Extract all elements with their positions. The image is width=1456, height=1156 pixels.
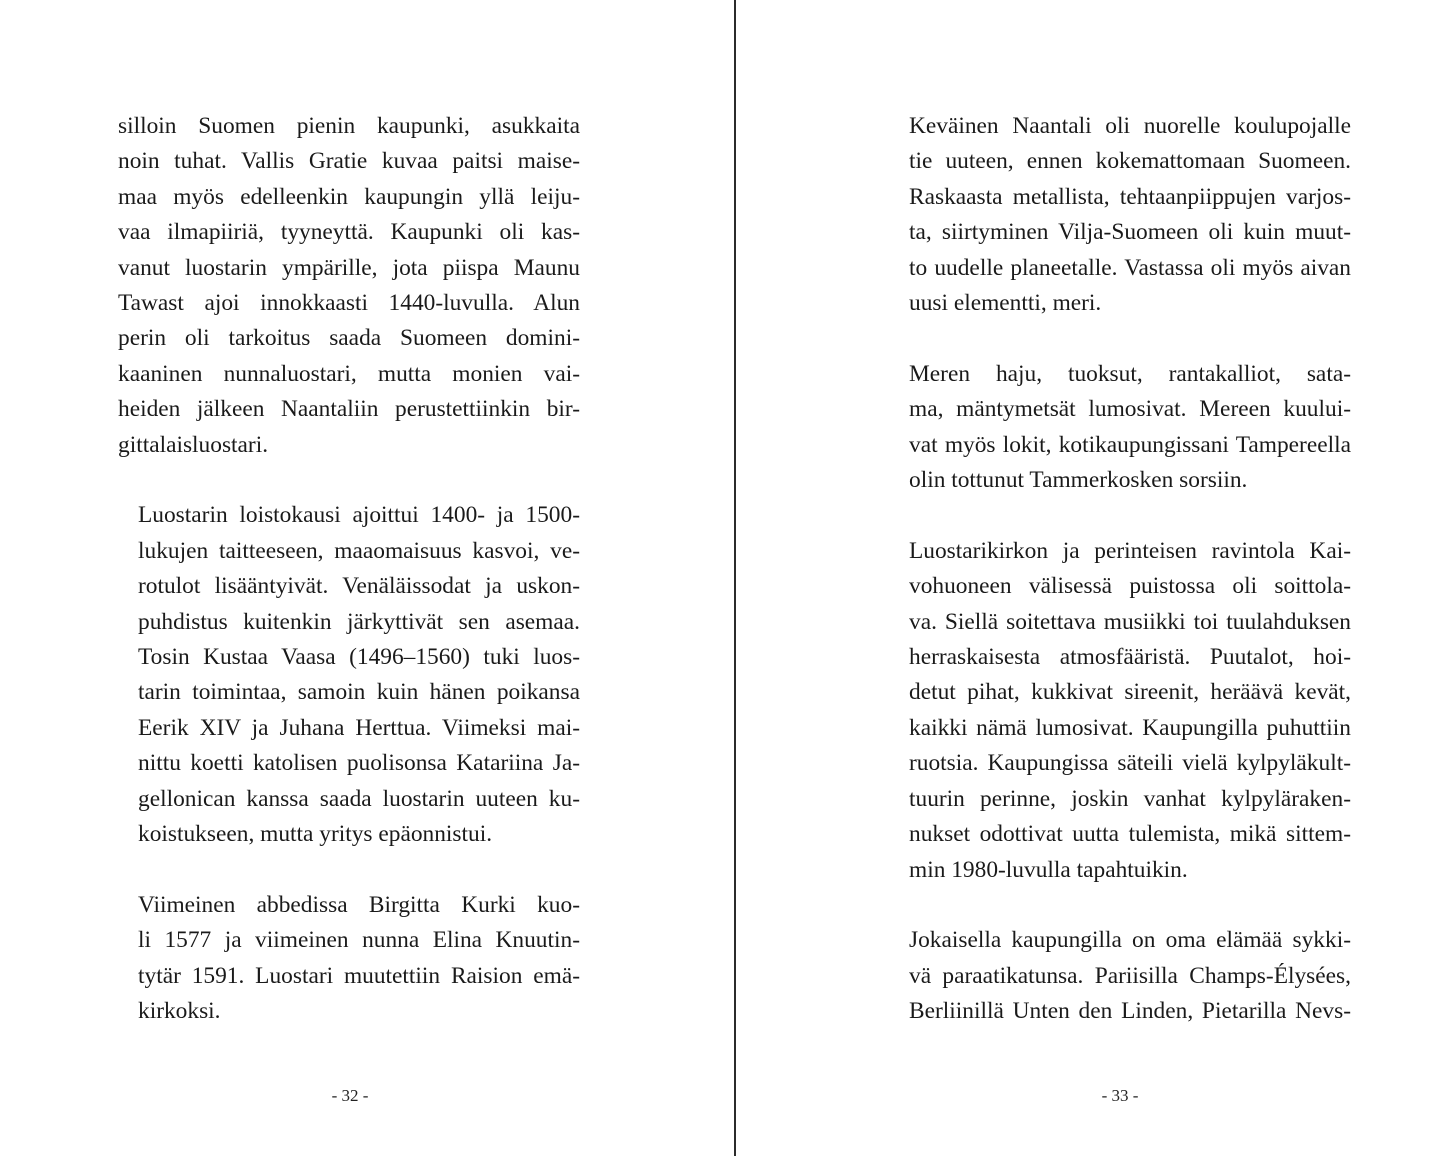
- text-line: Luostarin loistokausi ajoittui 1400- ja 1500-: [138, 502, 580, 529]
- page-number: - 33 -: [1101, 1086, 1139, 1105]
- text-line: Luostarikirkon ja perinteisen ravintola Kai-: [909, 537, 1351, 564]
- paragraph: [889, 109, 1351, 321]
- text-line: maa myös edelleenkin kaupungin yllä leiju-: [118, 183, 580, 210]
- text-line: tuurin perinne, joskin vanhat kylpyläraken-: [909, 785, 1351, 812]
- text-line: nittu koetti katolisen puolisonsa Katariina Ja-: [138, 750, 580, 777]
- text-line: ma, mäntymetsät lumosivat. Mereen kuului-: [909, 396, 1351, 423]
- text-line: Meren haju, tuoksut, rantakalliot, sata-: [909, 360, 1351, 387]
- page-divider: [734, 0, 736, 1156]
- paragraph: [889, 534, 1351, 888]
- text-line: herraskaisesta atmosfääristä. Puutalot, hoi-: [909, 644, 1351, 671]
- paragraph: [118, 109, 580, 463]
- text-line: vanut luostarin ympärille, jota piispa Maunu: [118, 254, 580, 281]
- text-line: lukujen taitteeseen, maaomaisuus kasvoi, ve-: [138, 537, 580, 564]
- text-line: li 1577 ja viimeinen nunna Elina Knuutin-: [138, 927, 580, 954]
- text-line: to uudelle planeetalle. Vastassa oli myös aivan: [909, 254, 1351, 281]
- text-line: va. Siellä soitettava musiikki toi tuulahduksen: [909, 608, 1351, 635]
- page-number: - 32 -: [331, 1086, 369, 1105]
- text-line: kirkoksi.: [138, 998, 221, 1025]
- right-page: [737, 0, 1456, 1156]
- text-line: uusi elementti, meri.: [909, 290, 1102, 317]
- text-line: rotulot lisääntyivät. Venäläissodat ja uskon-: [138, 573, 580, 600]
- text-line: detut pihat, kukkivat sireenit, heräävä kevät,: [909, 679, 1351, 706]
- text-line: Viimeinen abbedissa Birgitta Kurki kuo-: [138, 891, 580, 918]
- right-page-text: [889, 109, 1351, 1065]
- text-line: tie uuteen, ennen kokemattomaan Suomeen.: [909, 148, 1351, 175]
- text-line: puhdistus kuitenkin järkyttivät sen asemaa.: [138, 608, 580, 635]
- text-line: ta, siirtyminen Vilja-Suomeen oli kuin muut-: [909, 219, 1351, 246]
- paragraph: [889, 923, 1351, 1029]
- text-line: silloin Suomen pienin kaupunki, asukkaita: [118, 113, 580, 139]
- left-page-text: [118, 109, 580, 1065]
- text-line: ruotsia. Kaupungissa säteili vielä kylpyläkult-: [909, 750, 1351, 777]
- text-line: Jokaisella kaupungilla on oma elämää sykki-: [909, 927, 1351, 954]
- text-line: vat myös lokit, kotikaupungissani Tampereella: [909, 431, 1351, 458]
- text-line: noin tuhat. Vallis Gratie kuvaa paitsi maise-: [118, 148, 580, 175]
- text-line: Raskaasta metallista, tehtaanpiippujen varjos-: [909, 183, 1351, 210]
- text-line: heiden jälkeen Naantaliin perustettiinkin bir-: [118, 396, 580, 423]
- text-line: tarin toimintaa, samoin kuin hänen poikansa: [138, 679, 580, 706]
- text-line: koistukseen, mutta yritys epäonnistui.: [138, 821, 493, 848]
- text-line: Eerik XIV ja Juhana Herttua. Viimeksi mai-: [138, 714, 580, 741]
- paragraph: [118, 498, 580, 852]
- text-line: kaaninen nunnaluostari, mutta monien vai-: [118, 360, 580, 387]
- text-line: Berliinillä Unten den Linden, Pietarilla Nevs-: [909, 998, 1351, 1025]
- paragraph: [889, 357, 1351, 499]
- text-line: nukset odottivat uutta tulemista, mikä sittem-: [909, 821, 1351, 848]
- paragraph: [118, 888, 580, 1030]
- text-line: vaa ilmapiiriä, tyyneyttä. Kaupunki oli kas-: [118, 219, 580, 246]
- text-line: kaikki nämä lumosivat. Kaupungilla puhuttiin: [909, 714, 1351, 741]
- text-line: vä paraatikatunsa. Pariisilla Champs-Élysées,: [909, 962, 1351, 989]
- text-line: olin tottunut Tammerkosken sorsiin.: [909, 467, 1248, 494]
- text-line: perin oli tarkoitus saada Suomeen domini-: [118, 325, 580, 352]
- text-line: Tosin Kustaa Vaasa (1496–1560) tuki luos-: [138, 644, 580, 671]
- text-line: tytär 1591. Luostari muutettiin Raision emä-: [138, 962, 580, 989]
- text-line: gittalaisluostari.: [118, 431, 269, 458]
- text-line: Keväinen Naantali oli nuorelle koulupojalle: [909, 113, 1351, 139]
- text-line: min 1980-luvulla tapahtuikin.: [909, 856, 1188, 883]
- text-line: Tawast ajoi innokkaasti 1440-luvulla. Alun: [118, 290, 580, 317]
- text-line: gellonican kanssa saada luostarin uuteen ku-: [138, 785, 580, 812]
- text-line: vohuoneen välisessä puistossa oli soittola-: [909, 573, 1351, 600]
